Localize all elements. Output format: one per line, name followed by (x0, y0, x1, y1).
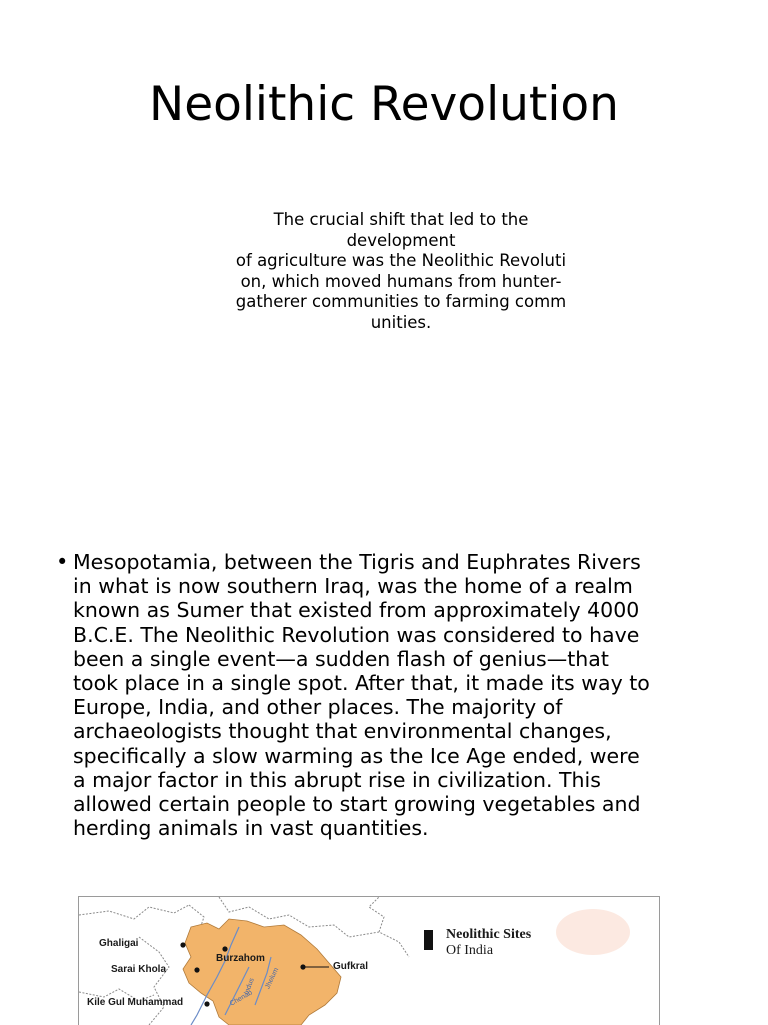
site-label-ghaligai: Ghaligai (99, 938, 139, 949)
subtitle-line: gatherer communities to farming comm (235, 292, 567, 312)
bullet-line: allowed certain people to start growing vegetables and (73, 792, 641, 817)
legend-title: Neolithic Sites (446, 927, 532, 942)
bullet-line: herding animals in vast quantities. (73, 816, 429, 841)
subtitle-line: on, which moved humans from hunter- (240, 271, 562, 291)
site-marker-gufkral (300, 964, 305, 969)
bullet-line: known as Sumer that existed from approximately 4000 (73, 598, 640, 623)
site-marker-ghaligai (180, 942, 185, 947)
site-marker-kile-gul (204, 1001, 209, 1006)
bullet-line: archaeologists thought that environmental changes, (73, 719, 612, 744)
bullet-line: specifically a slow warming as the Ice Age ended, were (73, 743, 640, 768)
bullet-text (73, 550, 753, 840)
site-label-sarai-khola: Sarai Khola (111, 964, 167, 975)
bullet-line: Europe, India, and other places. The majority of (73, 695, 563, 720)
river-label-chenab: Chenab (228, 989, 254, 1008)
site-marker-sarai-khola (194, 967, 199, 972)
subtitle-line: development (346, 230, 456, 250)
bullet-line: Mesopotamia, between the Tigris and Euphrates Rivers (73, 550, 641, 574)
bullet-line: in what is now southern Iraq, was the home of a realm (73, 574, 633, 599)
site-label-gufkral: Gufkral (333, 961, 369, 972)
bullet-line: took place in a single spot. After that, it made its way to (73, 671, 650, 696)
map-land-region (183, 919, 341, 1025)
site-label-kile-gul-muhammad: Kile Gul Muhammad (87, 997, 184, 1008)
watermark-stamp (556, 909, 630, 955)
bullet-line: B.C.E. The Neolithic Revolution was considered to have (73, 622, 640, 647)
legend-subtitle: Of India (446, 943, 494, 958)
subtitle-line: The crucial shift that led to the (273, 210, 529, 229)
river-label-jhelum: Jhelum (264, 966, 281, 991)
site-marker-burzahom (222, 946, 227, 951)
legend-marker (424, 930, 433, 950)
bullet-line: been a single event—a sudden flash of genius—that (73, 646, 609, 671)
river-label-indus: Indus (243, 977, 256, 996)
slide-subtitle (198, 210, 604, 334)
subtitle-line: unities. (370, 312, 432, 332)
bullet-marker: • (56, 550, 69, 574)
slide-title: Neolithic Revolution (149, 77, 619, 132)
bullet-line: a major factor in this abrupt rise in civilization. This (73, 767, 601, 792)
neolithic-sites-map (78, 896, 660, 1025)
site-label-burzahom: Burzahom (216, 953, 265, 964)
subtitle-line: of agriculture was the Neolithic Revoluti (235, 251, 567, 271)
